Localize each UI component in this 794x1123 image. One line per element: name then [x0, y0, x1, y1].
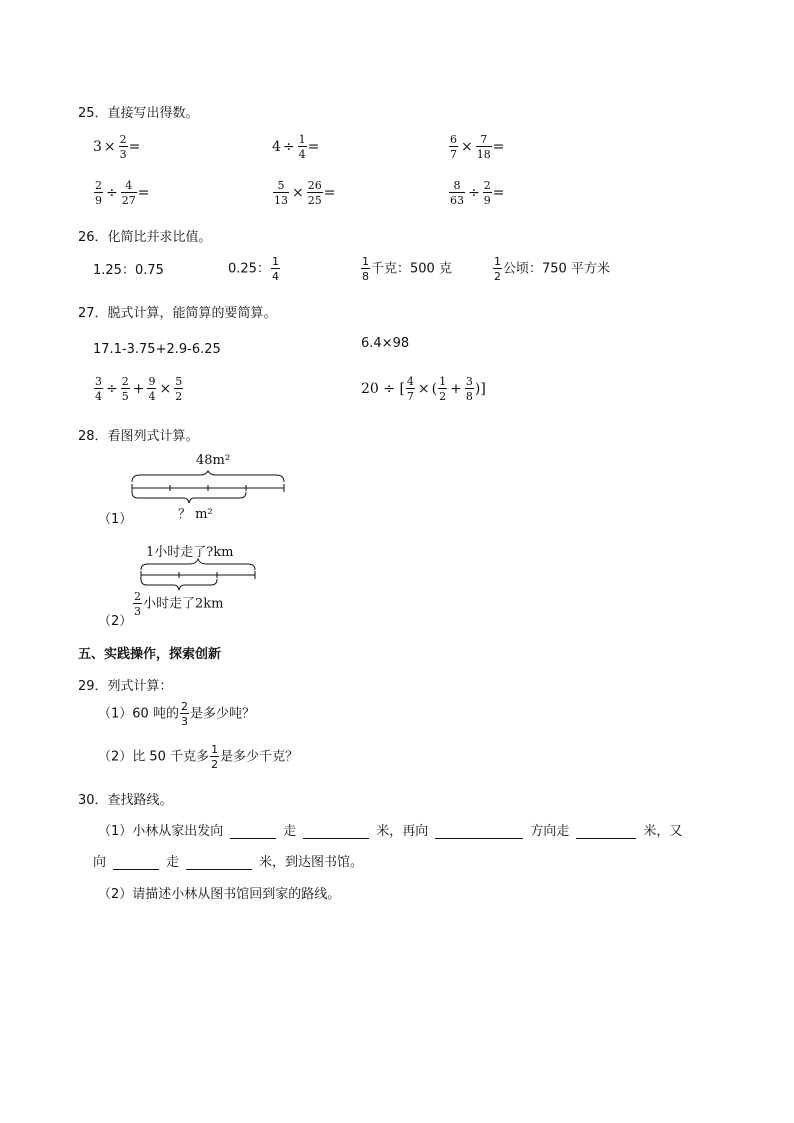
blank-distance-1[interactable]	[303, 824, 369, 839]
q28-diagram1-bottom-brace	[132, 492, 246, 503]
q27-item-3: $\frac{3}{4}$ ÷ $\frac{2}{5}$ + $\frac{9}{4}$ × $\frac{5}{2}$	[95, 375, 183, 403]
q26-item-1: 1.25：0.75	[93, 263, 164, 278]
q26-item-4: $\frac{1}{2}$ 公顷：750 平方米	[494, 255, 610, 283]
q27-item-1: 17.1-3.75+2.9-6.25	[93, 342, 221, 357]
q26-title: 26．化简比并求比值。	[78, 230, 212, 245]
q30-item-2: （2）请描述小林从图书馆回到家的路线。	[98, 887, 341, 902]
q30-title: 30．查找路线。	[78, 793, 173, 808]
q25-item-2: 4 ÷ $\frac{1}{4}$ =	[272, 133, 320, 161]
blank-direction-1[interactable]	[230, 824, 276, 839]
q26-item-2: 0.25： $\frac{1}{4}$	[228, 255, 279, 283]
blank-direction-3[interactable]	[113, 855, 159, 870]
q25-item-6: $\frac{8}{63}$ ÷ $\frac{2}{9}$ =	[450, 179, 505, 207]
q28-diagram1-bottom-label: ？ m²	[178, 507, 213, 522]
q27-item-2: 6.4×98	[361, 336, 410, 351]
q27-item-4: 20 ÷ [ $\frac{4}{7}$ × ( $\frac{1}{2}$ + $\frac{3}{8}$ )]	[361, 375, 486, 403]
q29-item-2: （2）比 50 千克多 $\frac{1}{2}$ 是多少千克？	[98, 743, 299, 771]
blank-direction-2[interactable]	[435, 824, 523, 839]
q25-title: 25．直接写出得数。	[78, 106, 199, 121]
q30-item-1-line-2: 向 走 米，到达图书馆。	[93, 855, 364, 870]
q28-label-1: （1）	[98, 512, 133, 527]
blank-distance-3[interactable]	[186, 855, 252, 870]
q28-title: 28．看图列式计算。	[78, 429, 199, 444]
q28-label-2: （2）	[98, 614, 133, 629]
blank-distance-2[interactable]	[576, 824, 636, 839]
q28-diagram2-bottom-label: $\frac{2}{3}$ 小时走了2km	[134, 590, 224, 618]
q25-item-3: $\frac{6}{7}$ × $\frac{7}{18}$ =	[450, 133, 505, 161]
q28-diagram2-brackets	[138, 558, 260, 592]
q29-title: 29．列式计算：	[78, 679, 173, 694]
q30-item-1-line-1: （1）小林从家出发向 走 米，再向 方向走 米，又	[98, 824, 683, 839]
q28-diagram2-top-brace	[141, 559, 255, 570]
q25-item-4: $\frac{2}{9}$ ÷ $\frac{4}{27}$ =	[95, 179, 150, 207]
q28-diagram1-top-label: 48m²	[196, 453, 231, 468]
q27-title: 27．脱式计算，能简算的要简算。	[78, 306, 277, 321]
q29-item-1: （1）60 吨的 $\frac{2}{3}$ 是多少吨？	[98, 700, 255, 728]
q28-diagram2-bottom-brace	[141, 579, 217, 590]
q25-item-5: $\frac{5}{13}$ × $\frac{26}{25}$ =	[274, 179, 336, 207]
q26-item-3: $\frac{1}{8}$ 千克：500 克	[362, 255, 452, 283]
q25-item-1: 3 × $\frac{2}{3}$ =	[93, 133, 141, 161]
q28-diagram2-top-label: 1小时走了?km	[146, 545, 234, 560]
q28-diagram1-top-brace	[132, 471, 284, 482]
section-5-heading: 五、实践操作，探索创新	[78, 647, 222, 662]
q28-diagram1-brackets	[128, 470, 288, 506]
